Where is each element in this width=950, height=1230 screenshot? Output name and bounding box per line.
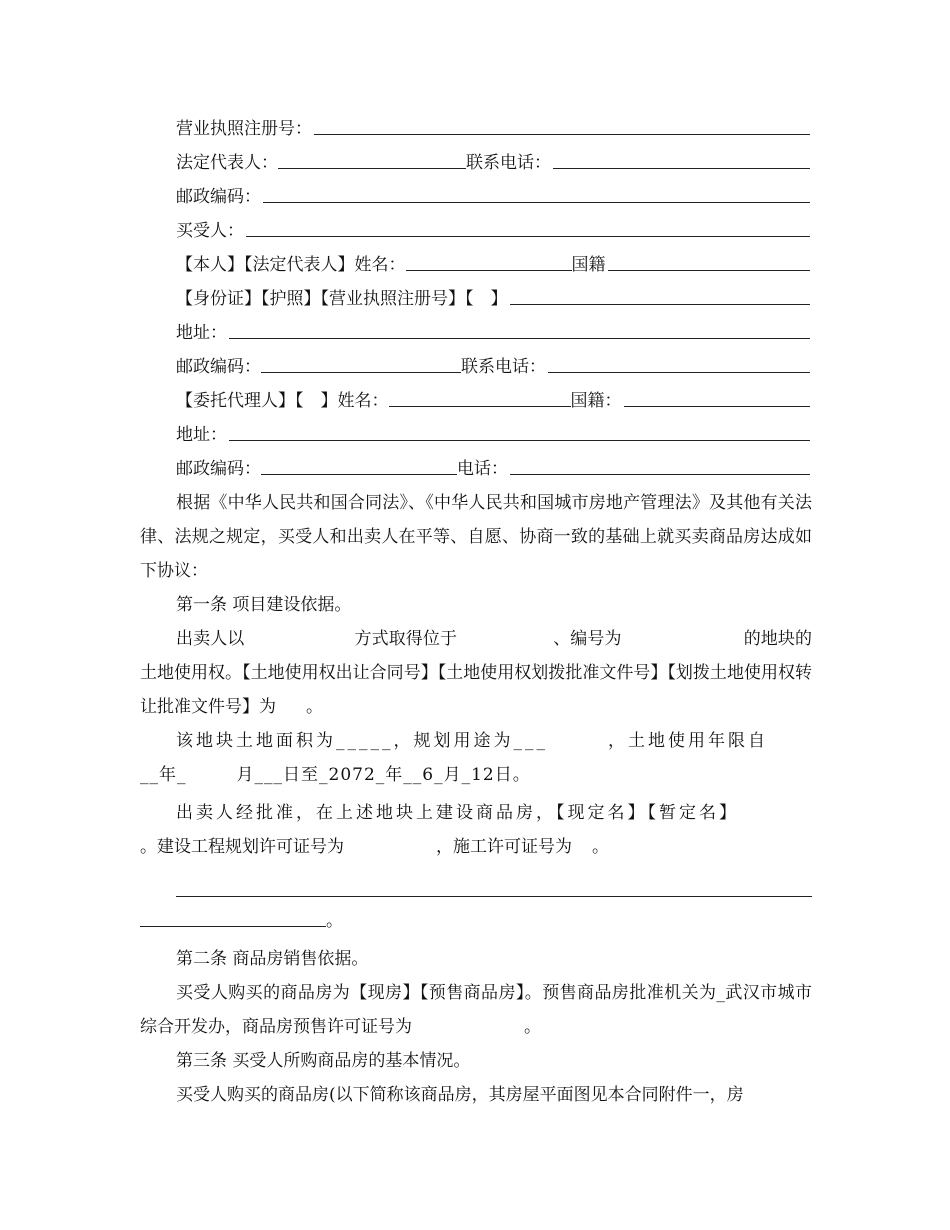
preamble-paragraph: 根据《中华人民共和国合同法》、《中华人民共和国城市房地产管理法》及其他有关法律、法规之规定，买受人和出卖人在平等、自愿、协商一致的基础上就买卖商品房达成如下协议： [140,493,812,581]
legal-rep-field[interactable] [278,168,466,169]
article1-p2-c: __年_ [140,765,187,785]
project-name-line[interactable] [140,870,812,904]
buyer-label: 买受人： [176,221,244,241]
project-name-end: 。 [326,911,343,931]
contact-phone-label: 联系电话： [466,153,551,173]
article2-p1-b: 。 [524,1017,541,1037]
postcode-field-2[interactable] [261,372,461,373]
contract-page [140,112,812,1112]
article1-p3-d: 。 [592,837,609,857]
project-name-line-2 [140,904,812,938]
postcode-field[interactable] [263,202,810,203]
article1-paragraph2 [140,724,812,758]
agent-label: 【委托代理人】【 】姓名： [176,391,389,411]
address-field-2[interactable] [229,440,810,441]
article3-paragraph1: 买受人购买的商品房(以下简称该商品房，其房屋平面图见本合同附件一，房 [176,1085,744,1105]
legal-rep-label: 法定代表人： [176,153,278,173]
buyer-name-field[interactable] [406,270,572,271]
article1-paragraph2-cont [140,758,812,792]
article1-p3-a: 出卖人经批准，在上述地块上建设商品房，【现定名】【暂定名】 [176,803,739,823]
project-name-underline [176,896,812,897]
postcode-phone-row [140,350,812,384]
article1-paragraph3 [140,796,812,830]
contact-phone-label-2: 联系电话： [461,357,546,377]
postcode-phone-row-2 [140,452,812,486]
postcode-label-2: 邮政编码： [176,357,261,377]
id-number-field[interactable] [510,304,811,305]
article1-p1-c: 、编号为 [553,629,622,649]
contact-phone-field-2[interactable] [548,372,810,373]
article1-p2-b: ，土地使用年限自 [608,731,768,751]
article1-p2-d: 月___日至_2072_年__6_月_12日。 [236,765,531,785]
contact-phone-field[interactable] [553,168,810,169]
article1-p1-e: 。 [306,697,323,717]
id-types-row [140,282,812,316]
project-name-underline-2[interactable] [140,926,326,927]
article1-p3-b: 。建设工程规划许可证号为 [140,837,344,857]
id-types-label: 【身份证】【护照】【营业执照注册号】【 】 [176,289,508,309]
postcode-label-3: 邮政编码： [176,459,261,479]
nationality-field-2[interactable] [624,406,811,407]
postcode-label: 邮政编码： [176,187,261,207]
agent-row [140,384,812,418]
phone-label: 电话： [457,459,508,479]
phone-field[interactable] [510,474,810,475]
article2-title: 第二条 商品房销售依据。 [176,949,369,969]
buyer-field[interactable] [246,236,810,237]
buyer-row [140,214,812,248]
address-row [140,316,812,350]
article1-paragraph3-cont [140,830,812,864]
legal-rep-row [140,146,812,180]
nationality-field[interactable] [608,270,811,271]
article1-p3-c: ，施工许可证号为 [436,837,572,857]
article1-paragraph1 [140,622,812,724]
address-field[interactable] [229,338,810,339]
business-license-field[interactable] [314,134,810,135]
article1-p1-d: 的地块的土地使用权。【土地使用权出让合同号】【土地使用权划拨批准文件号】【划拨土地使用权转让批准文件号】为 [140,629,813,717]
postcode-row [140,180,812,214]
article1-title: 第一条 项目建设依据。 [176,595,352,615]
nationality-label: 国籍 [571,255,606,275]
address-label-2: 地址： [176,425,227,445]
article1-p1-a: 出卖人以 [176,629,245,649]
business-license-label: 营业执照注册号： [176,119,312,139]
nationality-label-2: 国籍： [570,391,622,411]
address-label: 地址： [176,323,227,343]
agent-name-field[interactable] [389,406,571,407]
article1-p1-b: 方式取得位于 [354,629,458,649]
business-license-row [140,112,812,146]
buyer-identity-label: 【本人】【法定代表人】姓名： [176,255,406,275]
article2-paragraph1 [140,976,812,1044]
address-row-2 [140,418,812,452]
article2-p1-a: 买受人购买的商品房为【现房】【预售商品房】。预售商品房批准机关为_武汉市城市综合开发办，商品房预售许可证号为 [140,983,812,1037]
article3-title: 第三条 买受人所购商品房的基本情况。 [176,1051,471,1071]
article1-p2-a: 该地块土地面积为_____，规划用途为___ [176,731,548,751]
buyer-identity-row [140,248,812,282]
postcode-field-3[interactable] [261,474,457,475]
